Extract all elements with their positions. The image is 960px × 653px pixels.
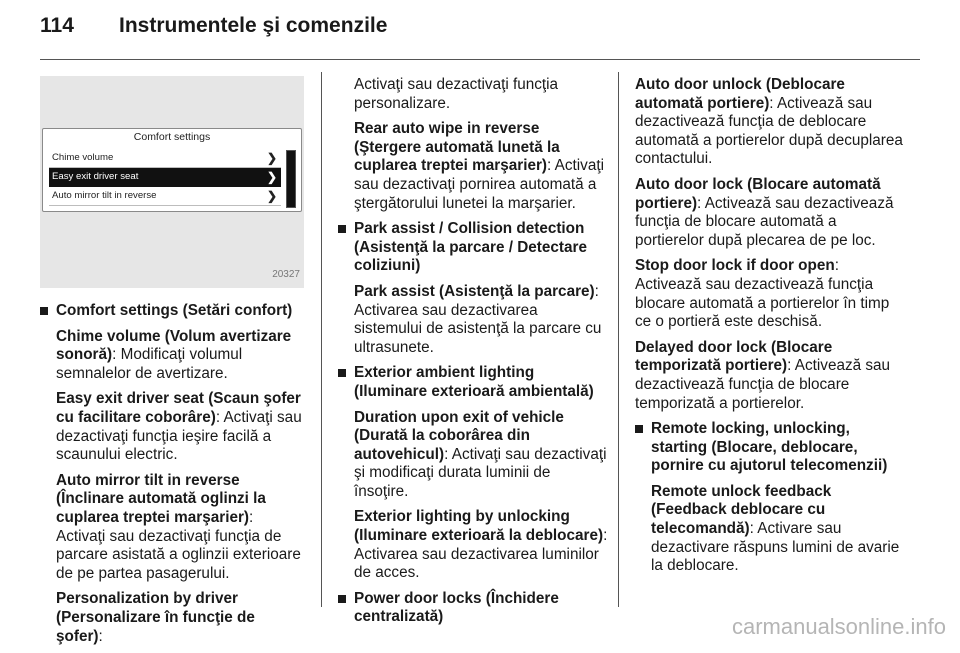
chevron-right-icon: ❯ — [266, 170, 277, 184]
page-number: 114 — [40, 14, 74, 37]
chevron-right-icon: ❯ — [266, 151, 277, 165]
screen-scrollbar — [286, 150, 296, 208]
column-divider-2 — [618, 72, 619, 607]
header-divider — [40, 59, 920, 60]
item-exterior-lighting-unlocking: Exterior lighting by unlocking (Iluminare exterioară la deblocare): Activarea sau dezactivarea luminilor de acces. — [354, 508, 608, 582]
scrollbar-thumb — [287, 151, 295, 207]
column-divider-1 — [321, 72, 322, 607]
item-auto-door-lock: Auto door lock (Blocare automată portiere): Activează sau dezactivează funcţia de blocare automată a portierelor după plecarea de pe loc. — [635, 175, 894, 249]
bullet-park-assist: Park assist / Collision detection (Asistenţă la parcare / Detectare coliziuni) — [338, 220, 608, 276]
item-delayed-door-lock: Delayed door lock (Blocare temporizată portiere): Activează sau dezactivează funcţia de blocare temporizată a portierelor. — [635, 338, 891, 412]
menu-row-label: Chime volume — [52, 152, 114, 163]
column-2 — [338, 76, 608, 634]
item-personalization-continued: Activaţi sau dezactivaţi funcţia personalizare. — [354, 76, 559, 112]
comfort-settings-figure — [40, 76, 304, 288]
item-personalization: Personalization by driver (Personalizare în funcţie de şofer): — [56, 590, 255, 645]
bullet-power-door-locks: Power door locks (Închidere centralizată) — [338, 590, 608, 627]
item-chime-volume: Chime volume (Volum avertizare sonoră): Modificaţi volumul semnalelor de avertizare. — [56, 327, 292, 382]
item-easy-exit-driver-seat: Easy exit driver seat (Scaun şofer cu facilitare coborâre): Activaţi sau dezactivaţi funcţia ieşire facilă a scaunului electric. — [56, 390, 302, 464]
screen-title: Comfort settings — [133, 131, 211, 143]
bullet-comfort-settings: Comfort settings (Setări confort) — [40, 302, 304, 321]
menu-row-label: Auto mirror tilt in reverse — [52, 190, 157, 201]
bullet-exterior-ambient-lighting: Exterior ambient lighting (Iluminare exterioară ambientală) — [338, 364, 608, 401]
item-rear-auto-wipe: Rear auto wipe in reverse (Ştergere automată lunetă la cuplarea treptei marşarier): Activaţi sau dezactivaţi pornirea automată a ştergătorului lunetei la marşarier. — [354, 120, 604, 212]
item-duration-upon-exit: Duration upon exit of vehicle (Durată la coborârea din autovehicul): Activaţi sau dezactivaţi şi modificaţi durata luminii de însoţire. — [354, 408, 607, 500]
menu-row-auto-mirror-tilt — [49, 187, 281, 206]
page-header — [40, 14, 387, 54]
menu-row-label: Easy exit driver seat — [52, 171, 139, 182]
page-title: Instrumentele şi comenzile — [119, 14, 388, 37]
menu-row-easy-exit-driver-seat — [49, 168, 281, 187]
menu-row-chime-volume — [49, 149, 281, 168]
item-remote-unlock-feedback: Remote unlock feedback (Feedback deblocare cu telecomandă): Activare sau dezactivare răspuns lumini de avarie la deblocare. — [651, 482, 900, 575]
item-stop-door-lock: Stop door lock if door open: Activează sau dezactivează funcţia blocare automată a portierelor în timp ce o portieră este deschisă. — [635, 257, 890, 331]
display-screen — [42, 128, 302, 212]
item-park-assist: Park assist (Asistenţă la parcare): Activarea sau dezactivarea sistemului de asistenţă la parcare cu ultrasunete. — [354, 282, 602, 356]
column-3 — [635, 76, 905, 583]
chevron-right-icon: ❯ — [266, 189, 277, 203]
item-auto-mirror-tilt: Auto mirror tilt in reverse (Înclinare automată oglinzi la cuplarea treptei marşarier): Activaţi sau dezactivaţi funcţia de parcare asistată a oglinzii exterioare de pe partea pasagerului. — [56, 471, 301, 582]
figure-id: 20327 — [272, 269, 300, 281]
screen-menu — [49, 149, 281, 206]
column-1 — [40, 76, 304, 653]
item-auto-door-unlock: Auto door unlock (Deblocare automată portiere): Activează sau dezactivează funcţia de deblocare automată a portierelor după decuplarea contactului. — [635, 76, 903, 168]
bullet-remote-locking: Remote locking, unlocking, starting (Blocare, deblocare, pornire cu ajutorul telecomenzii) — [635, 420, 905, 476]
watermark: carmanualsonline.info — [731, 614, 946, 639]
